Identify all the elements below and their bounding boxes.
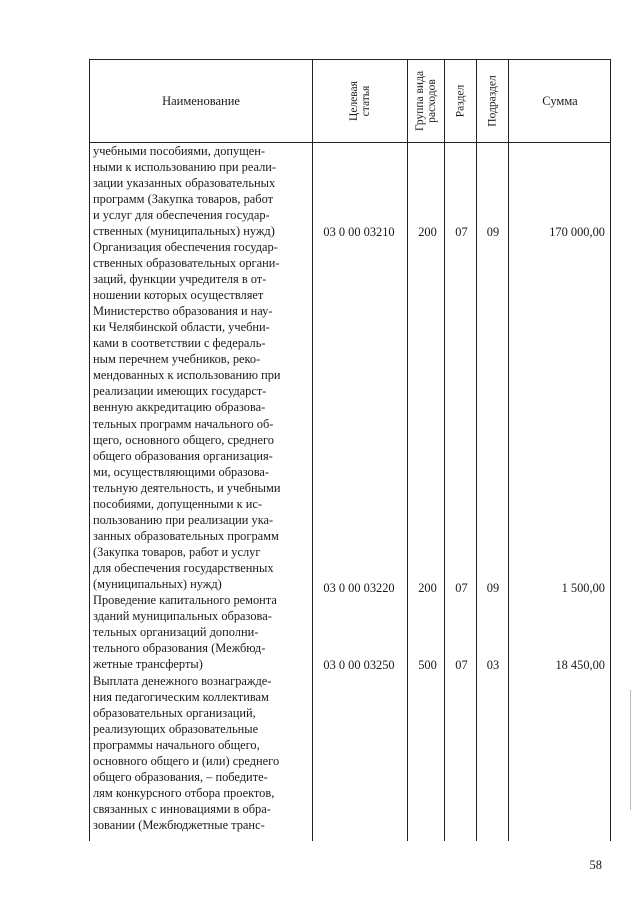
header-name: Наименование <box>162 93 240 108</box>
row-3-sum: 18 450,00 <box>555 658 605 672</box>
row-2-line: ственных образовательных органи- <box>93 256 280 271</box>
row-2-line: ки Челябинской области, учебни- <box>93 320 270 335</box>
row-4-line: зовании (Межбюджетные транс- <box>93 818 265 833</box>
row-2-line: ношении которых осуществляет <box>93 288 264 303</box>
row-1-description <box>93 143 309 239</box>
row-2-sum: 1 500,00 <box>561 581 605 595</box>
row-3-razdel: 07 <box>455 658 468 672</box>
row-2-code: 03 0 00 03220 <box>323 581 395 595</box>
col-border-group <box>444 59 445 841</box>
row-2-line: Министерство образования и нау- <box>93 304 273 319</box>
row-3-line: тельных организаций дополни- <box>93 625 259 640</box>
row-1-line: программ (Закупка товаров, работ <box>93 192 274 207</box>
row-4-line: ния педагогическим коллективам <box>93 690 269 705</box>
header-podrazdel-cell <box>477 60 508 142</box>
header-sum: Сумма <box>542 93 578 108</box>
row-4-line: основного общего и (или) среднего <box>93 754 280 769</box>
row-2-line: Организация обеспечения государ- <box>93 240 278 254</box>
row-3-group: 500 <box>418 658 437 672</box>
row-2-line: венную аккредитацию образова- <box>93 400 266 415</box>
row-2-line: ками в соответствии с федераль- <box>93 336 266 351</box>
row-3-podrazdel: 03 <box>486 658 500 672</box>
row-3-code: 03 0 00 03250 <box>323 658 395 672</box>
row-4-line: общего образования, – победите- <box>93 770 268 785</box>
header-razdel-cell <box>445 60 476 142</box>
page-number: 58 <box>589 858 602 872</box>
row-3-line: жетные трансферты) <box>93 657 203 672</box>
row-1-line: и услуг для обеспечения государ- <box>93 208 270 223</box>
header-group-cell <box>408 60 444 142</box>
col-border-left <box>89 59 90 841</box>
row-2-line: пособиями, допущенными к ис- <box>93 496 263 511</box>
row-2-line: щего, основного общего, среднего <box>93 432 274 447</box>
header-podrazdel: Подраздел <box>486 75 499 127</box>
row-1-group: 200 <box>418 225 437 239</box>
row-3-line: тельного образования (Межбюд- <box>93 641 266 656</box>
row-2-line: ми, осуществляющими образова- <box>93 464 270 479</box>
row-1-line: учебными пособиями, допущен- <box>93 144 266 158</box>
row-2-line: заций, функции учредителя в от- <box>93 272 267 287</box>
col-border-name <box>312 59 313 841</box>
row-2-line: (Закупка товаров, работ и услуг <box>93 544 261 559</box>
row-2-line: общего образования организация- <box>93 448 273 463</box>
row-3-line: Проведение капитального ремонта <box>93 593 277 607</box>
header-razdel: Раздел <box>454 84 467 118</box>
row-2-description <box>93 239 309 592</box>
row-4-line: связанных с инновациями в обра- <box>93 802 271 817</box>
row-2-line: (муниципальных) нужд) <box>93 576 222 591</box>
row-4-line: Выплата денежного вознагражде- <box>93 674 272 688</box>
row-4-line: реализующих образовательные <box>93 722 259 737</box>
row-4-line: программы начального общего, <box>93 738 260 753</box>
row-1-razdel: 07 <box>455 225 468 239</box>
row-2-group: 200 <box>418 581 437 595</box>
row-1-podrazdel: 09 <box>486 225 500 239</box>
col-border-code <box>407 59 408 841</box>
row-2-line: тельную деятельность, и учебными <box>93 480 281 495</box>
row-2-line: занных образовательных программ <box>93 528 279 543</box>
row-1-sum: 170 000,00 <box>549 225 605 239</box>
col-border-podrazdel <box>508 59 509 841</box>
row-2-line: мендованных к использованию при <box>93 368 281 383</box>
row-4-line: лям конкурсного отбора проектов, <box>93 786 275 801</box>
header-code-cell <box>313 60 407 142</box>
col-border-razdel <box>476 59 477 841</box>
row-2-line: тельных программ начального об- <box>93 416 274 431</box>
row-3-line: зданий муниципальных образова- <box>93 609 272 624</box>
col-border-right <box>610 59 611 841</box>
row-1-code: 03 0 00 03210 <box>323 225 395 239</box>
row-2-podrazdel: 09 <box>486 581 500 595</box>
row-2-line: пользованию при реализации ука- <box>93 512 274 527</box>
row-2-line: реализации имеющих государст- <box>93 384 267 399</box>
row-2-line: ным перечнем учебников, реко- <box>93 352 261 367</box>
row-2-line: для обеспечения государственных <box>93 560 274 575</box>
row-4-description <box>93 673 309 833</box>
row-1-line: зации указанных образовательных <box>93 176 276 191</box>
row-3-description <box>93 592 309 672</box>
header-code: Целевая статья <box>348 81 372 121</box>
row-2-razdel: 07 <box>455 581 468 595</box>
row-1-line: ственных (муниципальных) нужд) <box>93 224 275 239</box>
row-1-line: ными к использованию при реали- <box>93 160 277 175</box>
row-4-line: образовательных организаций, <box>93 706 256 721</box>
scan-edge-mark <box>630 690 631 810</box>
header-group: Группа вида расходов <box>414 70 439 132</box>
